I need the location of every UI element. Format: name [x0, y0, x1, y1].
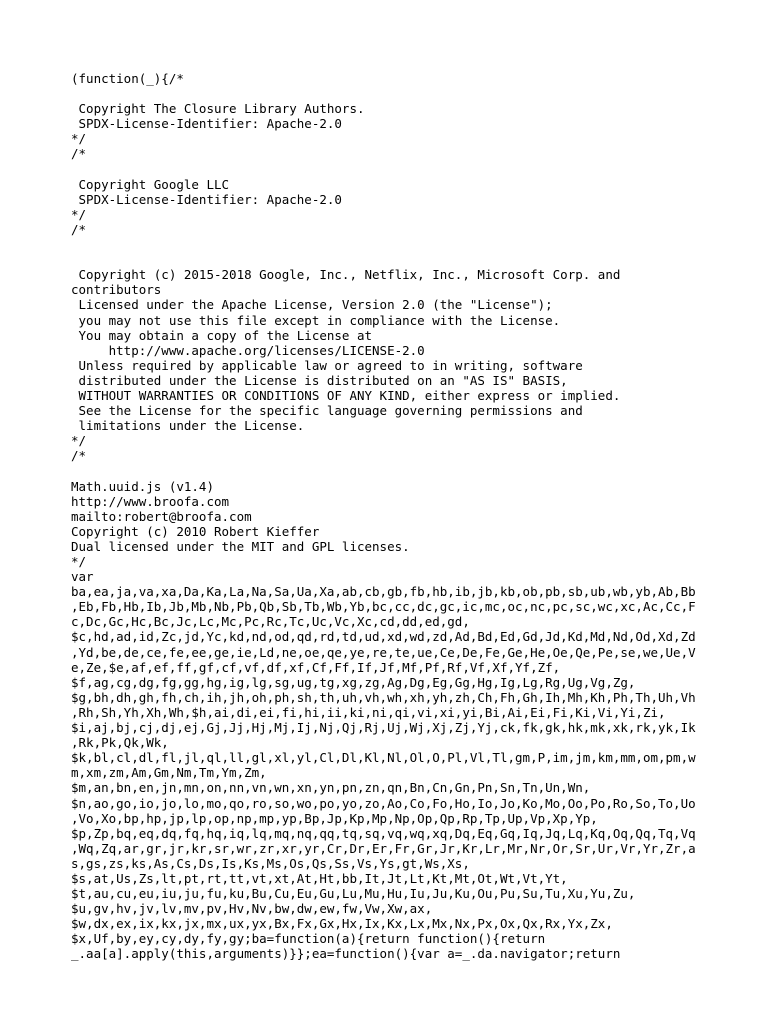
code-document: [71, 71, 699, 962]
code-line: $c,hd,ad,id,Zc,jd,Yc,kd,nd,od,qd,rd,td,ud,xd,wd,zd,Ad,Bd,Ed,Gd,Jd,Kd,Md,Nd,Od,Xd,Zd: [71, 629, 696, 645]
code-line: ,Eb,Fb,Hb,Ib,Jb,Mb,Nb,Pb,Qb,Sb,Tb,Wb,Yb,bc,cc,dc,gc,ic,mc,oc,nc,pc,sc,wc,xc,Ac,Cc,F: [71, 599, 696, 615]
code-line: [71, 86, 699, 101]
code-line: $u,gv,hv,jv,lv,mv,pv,Hv,Nv,bw,dw,ew,fw,Vw,Xw,ax,: [71, 901, 433, 917]
code-line: contributors: [71, 282, 162, 298]
code-line: /*: [71, 146, 87, 162]
code-line: Copyright (c) 2010 Robert Kieffer: [71, 523, 320, 539]
code-line: $p,Zp,bq,eq,dq,fq,hq,iq,lq,mq,nq,qq,tq,sq,vq,wq,xq,Dq,Eq,Gq,Iq,Jq,Lq,Kq,Oq,Qq,Tq,Vq: [71, 825, 696, 841]
code-line: SPDX-License-Identifier: Apache-2.0: [71, 116, 342, 132]
code-line: $w,dx,ex,ix,kx,jx,mx,ux,yx,Bx,Fx,Gx,Hx,Ix,Kx,Lx,Mx,Nx,Px,Ox,Qx,Rx,Yx,Zx,: [71, 916, 613, 932]
code-line: http://www.apache.org/licenses/LICENSE-2.0: [71, 342, 425, 358]
code-line: $i,aj,bj,cj,dj,ej,Gj,Jj,Hj,Mj,Ij,Nj,Qj,Rj,Uj,Wj,Xj,Zj,Yj,ck,fk,gk,hk,mk,xk,rk,yk,Ik: [71, 720, 696, 736]
code-line: $n,ao,go,io,jo,lo,mo,qo,ro,so,wo,po,yo,zo,Ao,Co,Fo,Ho,Io,Jo,Ko,Mo,Oo,Po,Ro,So,To,Uo: [71, 795, 696, 811]
code-line: Dual licensed under the MIT and GPL licenses.: [71, 538, 410, 554]
code-line: you may not use this file except in compliance with the License.: [71, 312, 561, 328]
code-line: You may obtain a copy of the License at: [71, 327, 373, 343]
code-line: ,Rh,Sh,Yh,Xh,Wh,$h,ai,di,ei,fi,hi,ii,ki,ni,qi,vi,xi,yi,Bi,Ai,Ei,Fi,Ki,Vi,Yi,Zi,: [71, 704, 666, 720]
code-line: ,Wq,Zq,ar,gr,jr,kr,sr,wr,zr,xr,yr,Cr,Dr,Er,Fr,Gr,Jr,Kr,Lr,Mr,Nr,Or,Sr,Ur,Vr,Yr,Zr,a: [71, 840, 696, 856]
code-line: http://www.broofa.com: [71, 493, 230, 509]
code-line: */: [71, 131, 87, 147]
code-line: $k,bl,cl,dl,fl,jl,ql,ll,gl,xl,yl,Cl,Dl,Kl,Nl,Ol,O,Pl,Vl,Tl,gm,P,im,jm,km,mm,om,pm,w: [71, 750, 696, 766]
code-line: ,Rk,Pk,Qk,Wk,: [71, 735, 169, 751]
code-line: /*: [71, 448, 87, 464]
code-line: $t,au,cu,eu,iu,ju,fu,ku,Bu,Cu,Eu,Gu,Lu,Mu,Hu,Iu,Ju,Ku,Ou,Pu,Su,Tu,Xu,Yu,Zu,: [71, 886, 636, 902]
code-line: distributed under the License is distributed on an "AS IS" BASIS,: [71, 372, 568, 388]
code-line: (function(_){/*: [71, 71, 184, 86]
code-line: Copyright The Closure Library Authors.: [71, 101, 365, 117]
code-line: */: [71, 554, 87, 569]
code-line: */: [71, 206, 87, 222]
code-line: $m,an,bn,en,jn,mn,on,nn,vn,wn,xn,yn,pn,zn,qn,Bn,Cn,Gn,Pn,Sn,Tn,Un,Wn,: [71, 780, 591, 796]
code-line: mailto:robert@broofa.com: [71, 508, 252, 524]
code-line: $f,ag,cg,dg,fg,gg,hg,ig,lg,sg,ug,tg,xg,zg,Ag,Dg,Eg,Gg,Hg,Ig,Lg,Rg,Ug,Vg,Zg,: [71, 674, 636, 690]
code-line: limitations under the License.: [71, 418, 305, 434]
code-line: e,Ze,$e,af,ef,ff,gf,cf,vf,df,xf,Cf,Ff,If,Jf,Mf,Pf,Rf,Vf,Xf,Yf,Zf,: [71, 659, 561, 675]
code-line: Licensed under the Apache License, Version 2.0 (the "License");: [71, 297, 553, 313]
code-line: var: [71, 569, 94, 585]
code-line: [71, 162, 699, 177]
code-line: c,Dc,Gc,Hc,Bc,Jc,Lc,Mc,Pc,Rc,Tc,Uc,Vc,Xc,cd,dd,ed,gd,: [71, 614, 470, 630]
code-line: s,gs,zs,ks,As,Cs,Ds,Is,Ks,Ms,Os,Qs,Ss,Vs,Ys,gt,Ws,Xs,: [71, 855, 470, 871]
code-line: $x,Uf,by,ey,cy,dy,fy,gy;ba=function(a){return function(){return: [71, 931, 546, 947]
code-line: $g,bh,dh,gh,fh,ch,ih,jh,oh,ph,sh,th,uh,vh,wh,xh,yh,zh,Ch,Fh,Gh,Ih,Mh,Kh,Ph,Th,Uh,Vh: [71, 689, 696, 705]
code-line: [71, 237, 699, 252]
code-line: ba,ea,ja,va,xa,Da,Ka,La,Na,Sa,Ua,Xa,ab,cb,gb,fb,hb,ib,jb,kb,ob,pb,sb,ub,wb,yb,Ab,Bb: [71, 584, 696, 600]
code-line: */: [71, 433, 87, 449]
code-line: ,Yd,be,de,ce,fe,ee,ge,ie,Ld,ne,oe,qe,ye,re,te,ue,Ce,De,Fe,Ge,He,Oe,Qe,Pe,se,we,Ue,V: [71, 644, 696, 660]
code-line: ,Vo,Xo,bp,hp,jp,lp,op,np,mp,yp,Bp,Jp,Kp,Mp,Np,Op,Qp,Rp,Tp,Up,Vp,Xp,Yp,: [71, 810, 598, 826]
code-line: SPDX-License-Identifier: Apache-2.0: [71, 191, 342, 207]
code-line: WITHOUT WARRANTIES OR CONDITIONS OF ANY KIND, either express or implied.: [71, 387, 621, 403]
code-line: See the License for the specific language governing permissions and: [71, 403, 583, 419]
code-line: _.aa[a].apply(this,arguments)}};ea=function(){var a=_.da.navigator;return: [71, 946, 621, 962]
code-line: Copyright (c) 2015-2018 Google, Inc., Netflix, Inc., Microsoft Corp. and: [71, 267, 621, 283]
code-line: Copyright Google LLC: [71, 176, 230, 192]
code-line: [71, 252, 699, 267]
code-line: m,xm,zm,Am,Gm,Nm,Tm,Ym,Zm,: [71, 765, 267, 781]
code-line: /*: [71, 221, 87, 237]
code-line: [71, 463, 699, 478]
code-line: $s,at,Us,Zs,lt,pt,rt,tt,vt,xt,At,Ht,bb,It,Jt,Lt,Kt,Mt,Ot,Wt,Vt,Yt,: [71, 870, 568, 886]
code-line: Unless required by applicable law or agreed to in writing, software: [71, 357, 583, 373]
code-line: Math.uuid.js (v1.4): [71, 478, 214, 494]
